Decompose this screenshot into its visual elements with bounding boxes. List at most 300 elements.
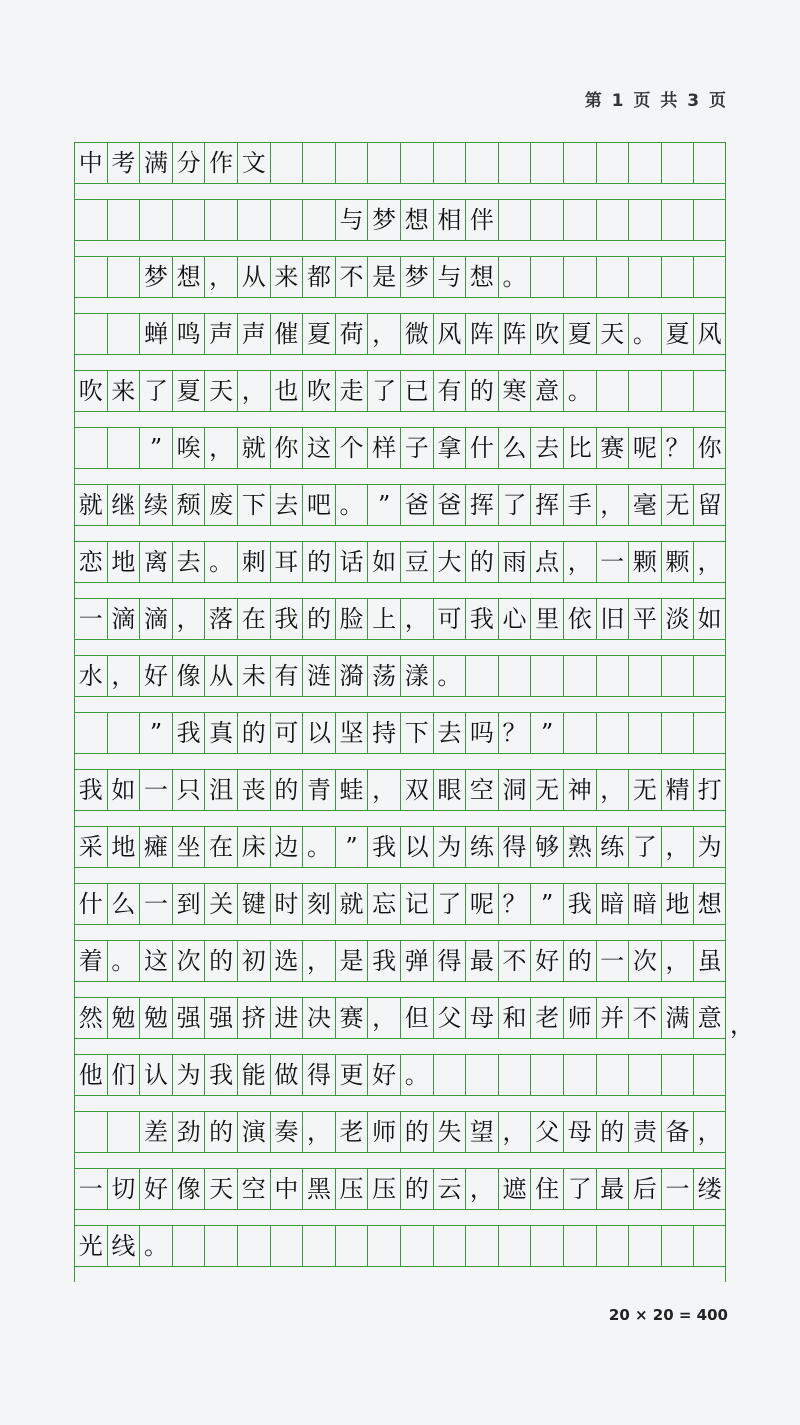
- grid-cell: ，: [237, 371, 270, 411]
- grid-cell: 大: [433, 542, 466, 582]
- grid-cell: [367, 143, 400, 183]
- grid-cell: 是: [367, 257, 400, 297]
- grid-cell: 这: [302, 428, 335, 468]
- grid-row: [74, 313, 726, 355]
- grid-cell: 在: [204, 827, 237, 867]
- grid-cell: 的: [465, 542, 498, 582]
- grid-cell: ”: [139, 428, 172, 468]
- grid-cell: [693, 200, 726, 240]
- grid-cell: 吹: [302, 371, 335, 411]
- grid-cell: 青: [302, 770, 335, 810]
- grid-cell: [465, 1055, 498, 1095]
- grid-cell: 分: [172, 143, 205, 183]
- grid-cell: 爸: [433, 485, 466, 525]
- grid-cell: 得: [498, 827, 531, 867]
- grid-cell: 地: [661, 884, 694, 924]
- grid-cell: 神: [563, 770, 596, 810]
- grid-cell: 去: [530, 428, 563, 468]
- grid-cell: 的: [270, 770, 303, 810]
- grid-row: [74, 655, 726, 697]
- grid-cell: [74, 428, 107, 468]
- grid-cell: 一: [74, 599, 107, 639]
- grid-cell: ，: [661, 941, 694, 981]
- grid-cell: 子: [400, 428, 433, 468]
- grid-cell: 想: [465, 257, 498, 297]
- grid-cell: 。: [107, 941, 140, 981]
- grid-cell: 心: [498, 599, 531, 639]
- grid-cell: [628, 656, 661, 696]
- grid-cell: 我: [74, 770, 107, 810]
- grid-row: [74, 256, 726, 298]
- grid-cell: 切: [107, 1169, 140, 1209]
- grid-row: [74, 598, 726, 640]
- grid-cell: 。: [498, 257, 531, 297]
- grid-cell: [628, 257, 661, 297]
- grid-cell: 能: [237, 1055, 270, 1095]
- grid-cell: ，: [302, 941, 335, 981]
- grid-row: [74, 370, 726, 412]
- grid-cell: 我: [367, 941, 400, 981]
- grid-cell: 一: [596, 542, 629, 582]
- grid-cell: 有: [433, 371, 466, 411]
- grid-cell: 采: [74, 827, 107, 867]
- grid-cell: 练: [465, 827, 498, 867]
- grid-cell: [302, 143, 335, 183]
- grid-cell: 在: [237, 599, 270, 639]
- grid-cell: [563, 1226, 596, 1266]
- grid-cell: [693, 257, 726, 297]
- grid-cell: 。: [139, 1226, 172, 1266]
- grid-cell: 劲: [172, 1112, 205, 1152]
- grid-cell: 呢: [465, 884, 498, 924]
- grid-cell: [693, 143, 726, 183]
- grid-cell: 为: [693, 827, 726, 867]
- grid-cell: 都: [302, 257, 335, 297]
- grid-cell: 漪: [335, 656, 368, 696]
- grid-cell: 是: [335, 941, 368, 981]
- grid-cell: ，: [498, 1112, 531, 1152]
- grid-cell: 满: [139, 143, 172, 183]
- grid-cell: 线: [107, 1226, 140, 1266]
- grid-cell: 压: [335, 1169, 368, 1209]
- grid-cell: 催: [270, 314, 303, 354]
- grid-cell: 了: [433, 884, 466, 924]
- grid-cell: 想: [693, 884, 726, 924]
- grid-cell: 光: [74, 1226, 107, 1266]
- grid-cell: 勉: [107, 998, 140, 1038]
- grid-cell: 毫: [628, 485, 661, 525]
- grid-cell: 地: [107, 542, 140, 582]
- grid-cell: 认: [139, 1055, 172, 1095]
- grid-cell: 强: [172, 998, 205, 1038]
- grid-cell: 不: [498, 941, 531, 981]
- grid-cell: [530, 143, 563, 183]
- grid-cell: ，: [465, 1169, 498, 1209]
- grid-cell: 一: [139, 884, 172, 924]
- grid-cell: 不: [335, 257, 368, 297]
- grid-cell: 着: [74, 941, 107, 981]
- grid-row: [74, 712, 726, 754]
- grid-cell: 天: [596, 314, 629, 354]
- grid-cell: 一: [661, 1169, 694, 1209]
- grid-cell: 边: [270, 827, 303, 867]
- grid-cell: 爸: [400, 485, 433, 525]
- grid-cell: [465, 656, 498, 696]
- grid-cell: 中: [74, 143, 107, 183]
- grid-cell: 阵: [498, 314, 531, 354]
- grid-cell: [530, 656, 563, 696]
- grid-cell: 奏: [270, 1112, 303, 1152]
- grid-cell: [596, 656, 629, 696]
- grid-cell: 就: [335, 884, 368, 924]
- grid-cell: 声: [204, 314, 237, 354]
- grid-row: [74, 826, 726, 868]
- grid-cell: 了: [367, 371, 400, 411]
- grid-cell: 意: [530, 371, 563, 411]
- grid-cell: 望: [465, 1112, 498, 1152]
- grid-row: [74, 883, 726, 925]
- grid-cell: 够: [530, 827, 563, 867]
- grid-cell: 们: [107, 1055, 140, 1095]
- grid-cell: 想: [172, 257, 205, 297]
- grid-cell: 就: [237, 428, 270, 468]
- grid-cell: 手: [563, 485, 596, 525]
- grid-cell: 从: [204, 656, 237, 696]
- grid-cell: [530, 1226, 563, 1266]
- grid-cell: 已: [400, 371, 433, 411]
- grid-cell: [237, 200, 270, 240]
- grid-spec: 20 × 20 = 400: [608, 1306, 728, 1324]
- grid-cell: 进: [270, 998, 303, 1038]
- grid-cell: ”: [367, 485, 400, 525]
- grid-cell: 一: [596, 941, 629, 981]
- grid-cell: 来: [270, 257, 303, 297]
- grid-cell: [661, 713, 694, 753]
- grid-cell: [693, 1055, 726, 1095]
- grid-cell: 你: [270, 428, 303, 468]
- grid-cell: 了: [139, 371, 172, 411]
- grid-cell: 精: [661, 770, 694, 810]
- grid-cell: 滴: [107, 599, 140, 639]
- grid-cell: ，: [661, 827, 694, 867]
- grid-cell: 沮: [204, 770, 237, 810]
- grid-cell: 从: [237, 257, 270, 297]
- grid-cell: [498, 143, 531, 183]
- grid-cell: 吧: [302, 485, 335, 525]
- grid-cell: [107, 1112, 140, 1152]
- grid-cell: 淡: [661, 599, 694, 639]
- grid-cell: 有: [270, 656, 303, 696]
- grid-row: [74, 427, 726, 469]
- grid-cell: 忘: [367, 884, 400, 924]
- grid-cell: 的: [596, 1112, 629, 1152]
- grid-cell: 考: [107, 143, 140, 183]
- grid-cell: 。: [204, 542, 237, 582]
- grid-cell: 父: [530, 1112, 563, 1152]
- grid-cell: 颓: [172, 485, 205, 525]
- grid-cell: [596, 1226, 629, 1266]
- grid-cell: [530, 1055, 563, 1095]
- grid-cell: 上: [367, 599, 400, 639]
- grid-cell: 的: [302, 542, 335, 582]
- grid-cell: 次: [172, 941, 205, 981]
- grid-cell: 旧: [596, 599, 629, 639]
- grid-cell: 最: [465, 941, 498, 981]
- grid-cell: 暗: [628, 884, 661, 924]
- grid-cell: [661, 371, 694, 411]
- grid-cell: ，: [400, 599, 433, 639]
- grid-cell: ”: [530, 884, 563, 924]
- grid-cell: 但: [400, 998, 433, 1038]
- grid-cell: 地: [107, 827, 140, 867]
- grid-cell: [530, 257, 563, 297]
- grid-cell: 意: [693, 998, 726, 1038]
- grid-cell: 下: [400, 713, 433, 753]
- grid-row: [74, 541, 726, 583]
- grid-cell: 天: [204, 371, 237, 411]
- grid-cell: 脸: [335, 599, 368, 639]
- grid-cell: 弹: [400, 941, 433, 981]
- grid-cell: ，: [204, 428, 237, 468]
- grid-cell: 缕: [693, 1169, 726, 1209]
- grid-cell: 赛: [335, 998, 368, 1038]
- grid-cell: [661, 143, 694, 183]
- grid-cell: [433, 143, 466, 183]
- grid-cell: 可: [433, 599, 466, 639]
- grid-cell: 梦: [400, 257, 433, 297]
- grid-cell: 离: [139, 542, 172, 582]
- grid-cell: 比: [563, 428, 596, 468]
- grid-cell: 续: [139, 485, 172, 525]
- grid-cell: [498, 200, 531, 240]
- grid-cell: [139, 200, 172, 240]
- grid-cell: 我: [563, 884, 596, 924]
- grid-cell: [693, 713, 726, 753]
- grid-cell: 伴: [465, 200, 498, 240]
- grid-cell: 丧: [237, 770, 270, 810]
- grid-cell: 。: [433, 656, 466, 696]
- grid-cell: 唉: [172, 428, 205, 468]
- grid-cell: 黑: [302, 1169, 335, 1209]
- grid-cell: [335, 1226, 368, 1266]
- grid-cell: 键: [237, 884, 270, 924]
- grid-cell: [74, 713, 107, 753]
- grid-cell: ，: [107, 656, 140, 696]
- grid-cell: 无: [661, 485, 694, 525]
- grid-cell: 无: [530, 770, 563, 810]
- grid-cell: 涟: [302, 656, 335, 696]
- grid-cell: 平: [628, 599, 661, 639]
- grid-cell: 吹: [530, 314, 563, 354]
- grid-cell: 好: [139, 1169, 172, 1209]
- grid-row: [74, 1225, 726, 1267]
- grid-cell: 恋: [74, 542, 107, 582]
- grid-cell: 的: [400, 1112, 433, 1152]
- grid-cell: 只: [172, 770, 205, 810]
- grid-cell: [498, 1055, 531, 1095]
- grid-cell: 废: [204, 485, 237, 525]
- grid-cell: [465, 143, 498, 183]
- grid-cell: 去: [172, 542, 205, 582]
- grid-cell: 次: [628, 941, 661, 981]
- grid-cell: 如: [107, 770, 140, 810]
- grid-cell: ，: [596, 485, 629, 525]
- page-number: 第 1 页 共 3 页: [584, 91, 728, 111]
- grid-cell: ”: [335, 827, 368, 867]
- grid-cell: 如: [693, 599, 726, 639]
- grid-cell: ？: [498, 884, 531, 924]
- grid-cell: 相: [433, 200, 466, 240]
- grid-row: [74, 142, 726, 184]
- grid-cell: [661, 200, 694, 240]
- grid-cell: 走: [335, 371, 368, 411]
- grid-cell: 风: [693, 314, 726, 354]
- grid-cell: 颗: [628, 542, 661, 582]
- grid-cell: 么: [107, 884, 140, 924]
- grid-cell: 时: [270, 884, 303, 924]
- grid-cell: 选: [270, 941, 303, 981]
- grid-cell: ？: [661, 428, 694, 468]
- grid-row: [74, 1111, 726, 1153]
- grid-cell: 像: [172, 1169, 205, 1209]
- grid-cell: 阵: [465, 314, 498, 354]
- grid-cell: 挥: [530, 485, 563, 525]
- grid-row: [74, 484, 726, 526]
- grid-cell: [693, 371, 726, 411]
- grid-cell: 点: [530, 542, 563, 582]
- grid-cell: 不: [628, 998, 661, 1038]
- grid-cell: 想: [400, 200, 433, 240]
- grid-cell: 空: [237, 1169, 270, 1209]
- grid-cell: 的: [465, 371, 498, 411]
- grid-cell: ？: [498, 713, 531, 753]
- grid-cell: 我: [367, 827, 400, 867]
- overflow-punctuation: ，: [730, 1011, 754, 1039]
- grid-cell: [628, 713, 661, 753]
- grid-cell: 师: [367, 1112, 400, 1152]
- grid-cell: 个: [335, 428, 368, 468]
- grid-cell: 以: [302, 713, 335, 753]
- grid-cell: [563, 143, 596, 183]
- grid-cell: 什: [465, 428, 498, 468]
- grid-cell: 这: [139, 941, 172, 981]
- grid-cell: 落: [204, 599, 237, 639]
- grid-cell: [270, 143, 303, 183]
- grid-cell: 了: [498, 485, 531, 525]
- grid-cell: 刻: [302, 884, 335, 924]
- grid-cell: 无: [628, 770, 661, 810]
- grid-cell: [693, 1226, 726, 1266]
- grid-cell: 我: [465, 599, 498, 639]
- grid-cell: [74, 257, 107, 297]
- grid-cell: 夏: [563, 314, 596, 354]
- grid-cell: 样: [367, 428, 400, 468]
- grid-cell: [270, 200, 303, 240]
- grid-cell: [693, 656, 726, 696]
- grid-cell: [107, 314, 140, 354]
- grid-cell: 漾: [400, 656, 433, 696]
- grid-cell: 的: [563, 941, 596, 981]
- grid-cell: 来: [107, 371, 140, 411]
- grid-cell: 记: [400, 884, 433, 924]
- grid-cell: 为: [433, 827, 466, 867]
- grid-cell: 我: [172, 713, 205, 753]
- grid-row: [74, 997, 726, 1039]
- grid-cell: 挥: [465, 485, 498, 525]
- grid-cell: 责: [628, 1112, 661, 1152]
- grid-cell: [596, 200, 629, 240]
- grid-cell: 颗: [661, 542, 694, 582]
- grid-cell: 可: [270, 713, 303, 753]
- grid-cell: 做: [270, 1055, 303, 1095]
- grid-cell: 微: [400, 314, 433, 354]
- grid-cell: 为: [172, 1055, 205, 1095]
- grid-cell: ，: [596, 770, 629, 810]
- grid-cell: 滴: [139, 599, 172, 639]
- grid-cell: [107, 257, 140, 297]
- grid-cell: ，: [302, 1112, 335, 1152]
- grid-cell: 好: [367, 1055, 400, 1095]
- grid-cell: 耳: [270, 542, 303, 582]
- grid-cell: [628, 371, 661, 411]
- grid-cell: ，: [367, 998, 400, 1038]
- grid-cell: [433, 1226, 466, 1266]
- grid-cell: 演: [237, 1112, 270, 1152]
- grid-cell: 也: [270, 371, 303, 411]
- grid-cell: 失: [433, 1112, 466, 1152]
- grid-cell: 暗: [596, 884, 629, 924]
- grid-cell: ，: [172, 599, 205, 639]
- grid-cell: 像: [172, 656, 205, 696]
- grid-cell: 云: [433, 1169, 466, 1209]
- grid-cell: 。: [628, 314, 661, 354]
- grid-cell: 夏: [172, 371, 205, 411]
- grid-cell: 熟: [563, 827, 596, 867]
- grid-cell: [107, 200, 140, 240]
- grid-cell: [465, 1226, 498, 1266]
- grid-cell: 母: [465, 998, 498, 1038]
- grid-cell: 虽: [693, 941, 726, 981]
- grid-cell: 继: [107, 485, 140, 525]
- grid-cell: ，: [367, 770, 400, 810]
- grid-cell: 鸣: [172, 314, 205, 354]
- grid-cell: 拿: [433, 428, 466, 468]
- grid-cell: [270, 1226, 303, 1266]
- grid-cell: 最: [596, 1169, 629, 1209]
- grid-cell: ，: [693, 1112, 726, 1152]
- grid-cell: [596, 713, 629, 753]
- grid-cell: 瘫: [139, 827, 172, 867]
- grid-cell: 住: [530, 1169, 563, 1209]
- grid-cell: [204, 200, 237, 240]
- grid-cell: 满: [661, 998, 694, 1038]
- grid-cell: 决: [302, 998, 335, 1038]
- grid-cell: [596, 143, 629, 183]
- grid-cell: 与: [335, 200, 368, 240]
- grid-cell: [400, 143, 433, 183]
- grid-cell: 强: [204, 998, 237, 1038]
- grid-cell: 以: [400, 827, 433, 867]
- grid-cell: 里: [530, 599, 563, 639]
- grid-cell: [172, 1226, 205, 1266]
- grid-cell: [661, 656, 694, 696]
- grid-cell: 依: [563, 599, 596, 639]
- grid-cell: 一: [74, 1169, 107, 1209]
- grid-cell: 了: [563, 1169, 596, 1209]
- grid-cell: [335, 143, 368, 183]
- grid-cell: 差: [139, 1112, 172, 1152]
- grid-cell: 吗: [465, 713, 498, 753]
